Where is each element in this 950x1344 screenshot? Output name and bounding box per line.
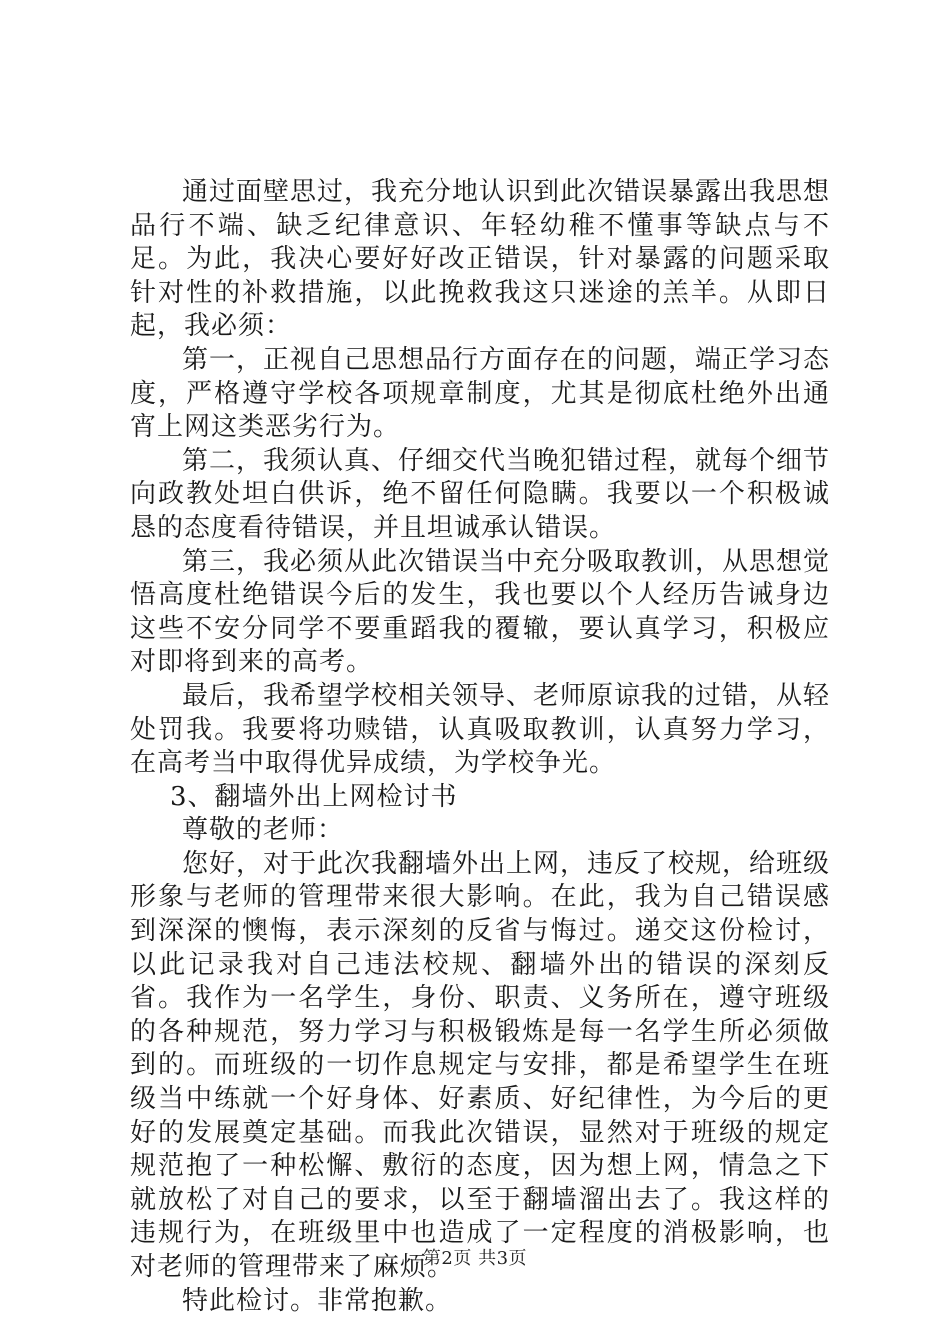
- paragraph-finally: 最后，我希望学校相关领导、老师原谅我的过错，从轻处罚我。我要将功赎错，认真吸取教训，认真努力学习，在高考当中取得优异成绩，为学校争光。: [130, 680, 831, 779]
- salutation: 尊敬的老师：: [182, 815, 345, 846]
- document-body: [130, 176, 830, 1318]
- page-number: 第2页 共3页: [422, 1248, 528, 1269]
- paragraph-third: 第三，我必须从此次错误当中充分吸取教训，从思想觉悟高度杜绝错误今后的发生，我也要以个人经历告诫身边这些不安分同学不要重蹈我的覆辙，要认真学习，积极应对即将到来的高考。: [130, 546, 831, 678]
- paragraph-reflection: 通过面壁思过，我充分地认识到此次错误暴露出我思想品行不端、缺乏纪律意识、年轻幼稚不懂事等缺点与不足。为此，我决心要好好改正错误，针对暴露的问题采取针对性的补救措施，以此挽救我这只迷途的羔羊。从即日起，我必须：: [130, 177, 831, 342]
- paragraph-second: 第二，我须认真、仔细交代当晚犯错过程，就每个细节向政教处坦白供诉，绝不留任何隐瞒。我要以一个积极诚恳的态度看待错误，并且坦诚承认错误。: [130, 445, 831, 543]
- paragraph-first: 第一，正视自己思想品行方面存在的问题，端正学习态度，严格遵守学校各项规章制度，尤其是彻底杜绝外出通宵上网这类恶劣行为。: [130, 344, 831, 443]
- letter-paragraph-closing: 特此检讨。非常抱歉。: [182, 1285, 453, 1316]
- section-title: 3、翻墙外出上网检讨书: [170, 781, 458, 812]
- letter-paragraph-main: 您好，对于此次我翻墙外出上网，违反了校规，给班级形象与老师的管理带来很大影响。在此，我为自己错误感到深深的懊悔，表示深刻的反省与悔过。递交这份检讨，以此记录我对自己违法校规、翻墙外出的错误的深刻反省。我作为一名学生，身份、职责、义务所在，遵守班级的各种规范，努力学习与积极锻炼是每一名学生所必须做到的。而班级的一切作息规定与安排，都是希望学生在班级当中练就一个好身体、好素质、好纪律性，为今后的更好的发展奠定基础。而我此次错误，显然对于班级的规定规范抱了一种松懈、敷衍的态度，因为想上网，情急之下就放松了对自己的要求，以至于翻墙溜出去了。我这样的违规行为，在班级里中也造成了一定程度的消极影响，也对老师的管理带来了麻烦。: [130, 848, 831, 1282]
